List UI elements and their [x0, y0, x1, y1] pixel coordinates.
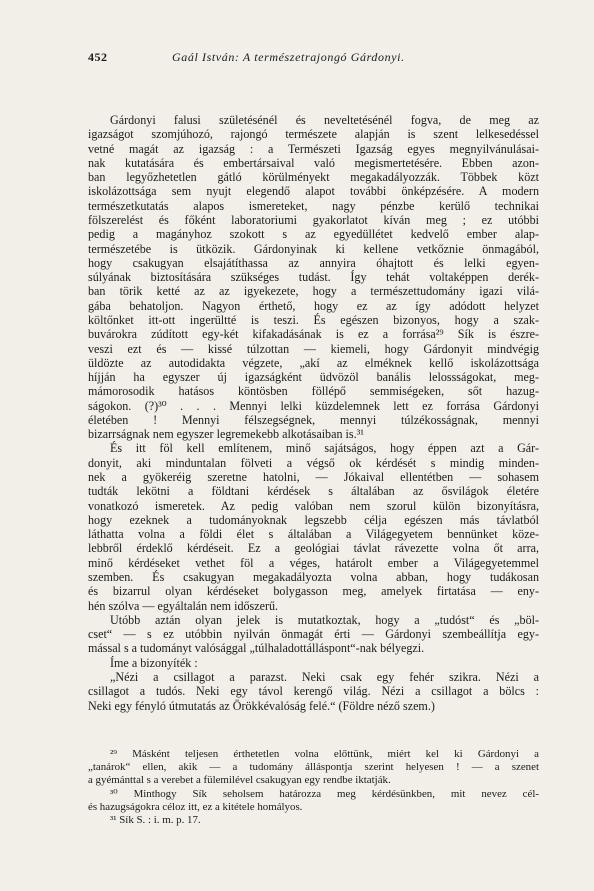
- body-line: életében ! Mennyi félszegségnek, mennyi túlzékosságnak, mennyi: [88, 412, 539, 427]
- body-line: Gárdonyi falusi születésénél és neveltetésénél fogva, de meg az: [110, 113, 539, 127]
- body-line: szemben. És csakugyan megakadályozta volna abban, hogy tudákosan: [88, 570, 539, 584]
- body-line: ban legyőzhetetlen gátló körülményekt megakadályozzák. Többek közt: [88, 170, 539, 185]
- page-header: [88, 50, 538, 70]
- body-line: pedig a magányhoz szokott s az egyedüllétet kedvelő ember alap-: [88, 227, 539, 242]
- body-line: csillagot a tudós. Neki egy távol kerengő világ. Nézi a csillagot a bölcs :: [88, 684, 539, 699]
- body-line: hogy csakugyan elsajátíthassa az annyira óhajtott és lelki egyen-: [88, 255, 539, 270]
- body-line: mással s a tudományt valósággal „túlhaladottálláspont“-nak bélyegzi.: [88, 641, 425, 656]
- body-line: mámorosodik hatásos köntösben föllépő semmiségeken, sőt hazug-: [88, 384, 539, 399]
- body-line: Utóbb aztán olyan jelek is mutatkoztak, hogy a „tudóst“ és „böl-: [110, 612, 539, 627]
- body-line: természetkutatás alapos ismereteket, nagy pénzbe kerülő technikai: [88, 198, 539, 213]
- body-line: igazságot szomjúhozó, rajongó természete alapján is szent lelkesedéssel: [88, 127, 539, 142]
- body-line: vonatkozó ismeretek. Az pedig valóban nem szorul külön bizonyításra,: [88, 498, 539, 513]
- footnote-line: ²⁹ Másként teljesen érthetetlen volna előttünk, miért kel ki Gárdonyi a: [110, 748, 539, 760]
- body-line: nak kutatására és embertársaival való megismertetésére. Ebben azon-: [88, 155, 539, 170]
- body-line: súlyának biztosítására szükséges tudást. Így tehát voltaképpen derék-: [88, 270, 539, 285]
- footnote-line: és hazugságokra céloz itt, ez a kitétele homályos.: [88, 800, 303, 813]
- body-line: ságokon. (?)³⁰ . . . Mennyi lelki küzdelemnek lett ez forrása Gárdonyi: [88, 398, 539, 413]
- body-line: hén szólva — egyáltalán nem időszerű.: [88, 598, 279, 613]
- body-line: nek a gyökeréig szeretne hatolni, — Jókaival ellentétben — sohasem: [88, 470, 539, 485]
- body-line: donyit, aki minduntalan fölveti a végső ok kérdését s mindig minden-: [88, 455, 539, 470]
- body-line: híjján ha egyszer új igazságként üdvözöl banális lelossságokat, meg-: [88, 370, 539, 385]
- body-line: tudták lekötni a földtani kérdések s általában az ősvilágok életére: [88, 484, 539, 499]
- running-head: Gaál István: A természetrajongó Gárdonyi.: [172, 50, 405, 64]
- body-line: fölszerelést és főként laboratoriumi gyakorlatot kíván meg ; ez utóbbi: [88, 212, 539, 227]
- body-line: természetébe is ütközik. Gárdonyinak ki kellene vetkőznie önmagából,: [88, 241, 539, 256]
- body-line: ban törik ketté az az igyekezete, hogy a természettudomány igazi vilá-: [88, 284, 539, 299]
- footnote-line: ³⁰ Minthogy Sík seholsem határozza meg kérdésünkben, mit nevez cél-: [110, 787, 539, 800]
- body-line: minő kérdéseket vethet föl a véges, határolt ember a Világegyetemmel: [88, 555, 539, 570]
- page-number: 452: [88, 50, 108, 64]
- body-line: „Nézi a csillagot a parazst. Neki csak egy fehér szikra. Nézi a: [110, 669, 539, 684]
- body-line: És itt föl kell említenem, minő sajátságos, hogy éppen azt a Gár-: [110, 441, 539, 456]
- body-line: iskolázottsága sem nyujt elegendő alapot további önképzésére. A modern: [88, 184, 539, 199]
- body-line: bizarrságnak nem egyszer legremekebb alkotásaiban is.³¹: [88, 427, 364, 442]
- footnote-line: ³¹ Sík S. : i. m. p. 17.: [110, 814, 201, 827]
- body-line: és bizarrul olyan kérdéseket bolygasson meg, amelyek firtatása — eny-: [88, 584, 539, 599]
- body-line: hogy ezeknek a tudományoknak legszebb célja egészen más távlatból: [88, 512, 539, 527]
- body-line: gába behatoljon. Nagyon érthető, hogy ez az így adódott helyzet: [88, 298, 539, 313]
- body-text: [88, 113, 539, 713]
- body-line: lebbről érdeklő kérdéseit. Ez a geológiai távlat rávezette volna őt arra,: [88, 541, 539, 556]
- footnote-line: „tanárok“ ellen, akik — a tudomány álláspontja szerint helyesen ! — a szenet: [88, 761, 539, 774]
- body-line: Íme a bizonyíték :: [110, 655, 198, 670]
- body-line: vetné magát az igazság : a Természeti Igazság egyes megnyilvánulásai-: [88, 141, 539, 156]
- body-line: üldözte az autodidakta végzete, „akí az elméknek kellő iskolázottsága: [88, 355, 539, 370]
- body-line: Neki egy fényló útmutatás az Örökkévalóság felé.“ (Földre néző szem.): [88, 698, 435, 713]
- footnotes: [88, 748, 539, 827]
- body-line: láthatta volna a földi élet s általában a Világegyetem bennünket köze-: [88, 527, 539, 542]
- body-line: cset“ — s ez utóbbin nyilván önmagát érti — Gárdonyi szembeállítja egy-: [88, 627, 539, 642]
- body-line: buvárokra zúdított egy-két kifakadásának is ez a forrása²⁹ Sík is észre-: [88, 327, 539, 342]
- footnote-line: a gyémánttal s a verebet a fülemilével csakugyan egy rendbe iktatják.: [88, 774, 391, 787]
- body-line: veszi ezt és — kissé túlzottan — kiemeli, hogy Gárdonyit mindvégig: [88, 341, 539, 356]
- body-line: költőnket itt-ott ingerültté is teszi. És egészen bizonyos, hogy a szak-: [88, 312, 539, 327]
